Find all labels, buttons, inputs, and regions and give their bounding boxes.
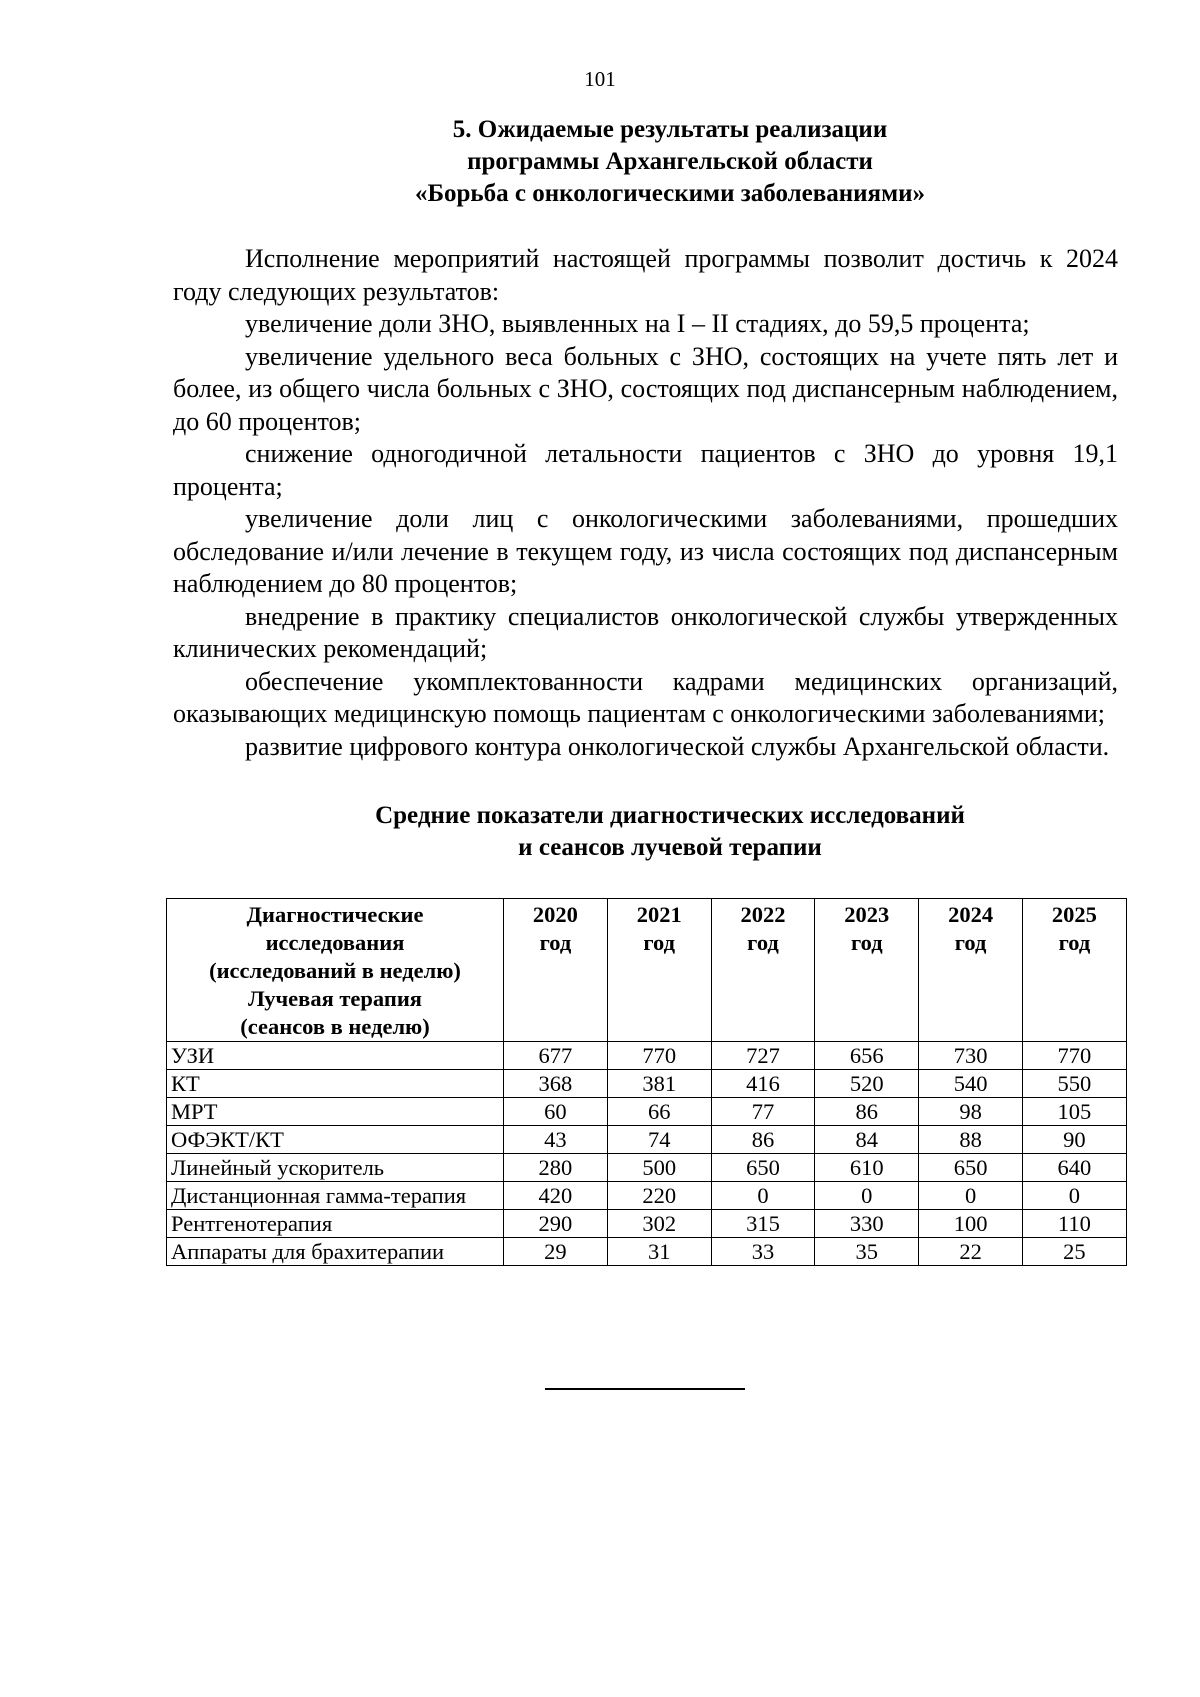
year-unit: год — [539, 930, 572, 955]
table-row — [167, 1098, 1127, 1126]
cell-value: 730 — [919, 1042, 1023, 1070]
header-year — [607, 899, 711, 1042]
header-text: исследования — [265, 930, 405, 955]
cell-value: 105 — [1022, 1098, 1126, 1126]
header-text: Лучевая терапия — [248, 986, 422, 1011]
table-row — [167, 1042, 1127, 1070]
table-row — [167, 1126, 1127, 1154]
cell-value: 29 — [504, 1238, 608, 1266]
header-year — [711, 899, 815, 1042]
cell-value: 640 — [1022, 1154, 1126, 1182]
cell-value: 610 — [815, 1154, 919, 1182]
cell-value: 420 — [504, 1182, 608, 1210]
paragraph: развитие цифрового контура онкологической службы Архангельской области. — [245, 731, 1110, 761]
table-row — [167, 1238, 1127, 1266]
table-row — [167, 1070, 1127, 1098]
header-indicator — [167, 899, 504, 1042]
cell-value: 100 — [919, 1210, 1023, 1238]
cell-value: 0 — [1022, 1182, 1126, 1210]
table-title — [160, 800, 1180, 864]
cell-value: 66 — [607, 1098, 711, 1126]
year-unit: год — [954, 930, 987, 955]
row-name: Аппараты для брахитерапии — [167, 1238, 504, 1266]
cell-value: 520 — [815, 1070, 919, 1098]
cell-value: 280 — [504, 1154, 608, 1182]
cell-value: 88 — [919, 1126, 1023, 1154]
header-text: (сеансов в неделю) — [240, 1014, 430, 1039]
cell-value: 90 — [1022, 1126, 1126, 1154]
year-number: 2021 — [636, 902, 682, 927]
section-title-line: программы Архангельской области — [467, 148, 873, 175]
cell-value: 0 — [711, 1182, 815, 1210]
table-row — [167, 1182, 1127, 1210]
cell-value: 0 — [815, 1182, 919, 1210]
cell-value: 770 — [607, 1042, 711, 1070]
paragraph: обеспечение укомплектованности кадрами медицинских организаций, оказывающих медицинскую помощь пациентам с онкологическими заболеваниями; — [173, 666, 1118, 728]
header-text: Диагностические — [246, 902, 424, 927]
header-year — [1022, 899, 1126, 1042]
footer-separator-line — [545, 1388, 745, 1390]
header-year — [815, 899, 919, 1042]
cell-value: 540 — [919, 1070, 1023, 1098]
cell-value: 60 — [504, 1098, 608, 1126]
table-title-line: и сеансов лучевой терапии — [518, 834, 822, 861]
table-header-row — [167, 899, 1127, 1042]
cell-value: 0 — [919, 1182, 1023, 1210]
section-title-line: «Борьба с онкологическими заболеваниями» — [414, 180, 926, 207]
cell-value: 86 — [711, 1126, 815, 1154]
paragraph: снижение одногодичной летальности пациентов с ЗНО до уровня 19,1 процента; — [173, 439, 1118, 501]
year-unit: год — [643, 930, 676, 955]
table-row — [167, 1154, 1127, 1182]
row-name: КТ — [167, 1070, 504, 1098]
section-title — [160, 114, 1180, 210]
year-number: 2024 — [948, 902, 994, 927]
cell-value: 22 — [919, 1238, 1023, 1266]
indicators-table — [166, 898, 1127, 1266]
row-name: Рентгенотерапия — [167, 1210, 504, 1238]
cell-value: 677 — [504, 1042, 608, 1070]
table-row — [167, 1210, 1127, 1238]
header-year — [504, 899, 608, 1042]
cell-value: 770 — [1022, 1042, 1126, 1070]
cell-value: 381 — [607, 1070, 711, 1098]
paragraph: увеличение удельного веса больных с ЗНО, состоящих на учете пять лет и более, из общего числа больных с ЗНО, состоящих под диспансерным наблюдением, до 60 процентов; — [173, 341, 1118, 436]
cell-value: 550 — [1022, 1070, 1126, 1098]
cell-value: 98 — [919, 1098, 1023, 1126]
year-number: 2022 — [740, 902, 786, 927]
cell-value: 31 — [607, 1238, 711, 1266]
row-name: Дистанционная гамма-терапия — [167, 1182, 504, 1210]
year-number: 2025 — [1051, 902, 1097, 927]
cell-value: 650 — [711, 1154, 815, 1182]
year-unit: год — [850, 930, 883, 955]
paragraph: увеличение доли ЗНО, выявленных на I – II стадиях, до 59,5 процента; — [245, 309, 1030, 338]
row-name: УЗИ — [167, 1042, 504, 1070]
paragraph: увеличение доли лиц с онкологическими заболеваниями, прошедших обследование и/или лечение в текущем году, из числа состоящих под диспансерным наблюдением до 80 процентов; — [173, 504, 1118, 598]
year-number: 2023 — [844, 902, 890, 927]
cell-value: 33 — [711, 1238, 815, 1266]
cell-value: 302 — [607, 1210, 711, 1238]
table-title-line: Средние показатели диагностических исследований — [375, 802, 965, 829]
year-unit: год — [1058, 930, 1091, 955]
cell-value: 220 — [607, 1182, 711, 1210]
section-title-line: 5. Ожидаемые результаты реализации — [452, 116, 888, 143]
cell-value: 77 — [711, 1098, 815, 1126]
cell-value: 35 — [815, 1238, 919, 1266]
cell-value: 416 — [711, 1070, 815, 1098]
cell-value: 290 — [504, 1210, 608, 1238]
cell-value: 110 — [1022, 1210, 1126, 1238]
header-year — [919, 899, 1023, 1042]
paragraph: Исполнение мероприятий настоящей программы позволит достичь к 2024 году следующих результатов: — [173, 244, 1118, 306]
cell-value: 650 — [919, 1154, 1023, 1182]
cell-value: 330 — [815, 1210, 919, 1238]
cell-value: 25 — [1022, 1238, 1126, 1266]
cell-value: 86 — [815, 1098, 919, 1126]
cell-value: 656 — [815, 1042, 919, 1070]
cell-value: 74 — [607, 1126, 711, 1154]
cell-value: 500 — [607, 1154, 711, 1182]
row-name: МРТ — [167, 1098, 504, 1126]
header-text: (исследований в неделю) — [209, 958, 461, 983]
body-text — [173, 243, 1118, 763]
cell-value: 727 — [711, 1042, 815, 1070]
page-number: 101 — [584, 67, 616, 91]
cell-value: 84 — [815, 1126, 919, 1154]
row-name: Линейный ускоритель — [167, 1154, 504, 1182]
year-number: 2020 — [532, 902, 578, 927]
cell-value: 43 — [504, 1126, 608, 1154]
cell-value: 368 — [504, 1070, 608, 1098]
paragraph: внедрение в практику специалистов онкологической службы утвержденных клинических рекомендаций; — [173, 601, 1118, 663]
row-name: ОФЭКТ/КТ — [167, 1126, 504, 1154]
year-unit: год — [747, 930, 779, 955]
cell-value: 315 — [711, 1210, 815, 1238]
